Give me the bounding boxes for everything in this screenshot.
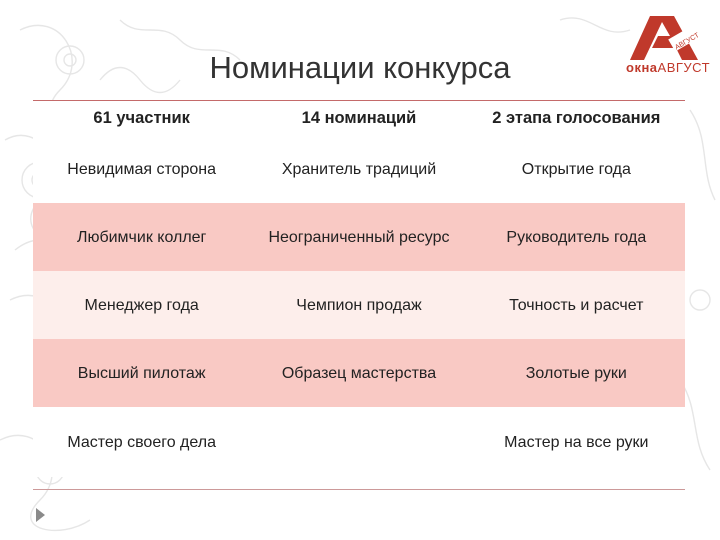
- logo-brand-part1: окна: [626, 60, 658, 75]
- table-cell: Мастер на все руки: [504, 433, 649, 451]
- table-header-row: [33, 101, 685, 135]
- header-voting-stages: 2 этапа голосования: [492, 108, 661, 127]
- table-cell: Чемпион продаж: [296, 296, 422, 314]
- header-participants: 61 участник: [93, 108, 190, 127]
- logo-badge-text: АВГУСТ: [673, 32, 701, 52]
- logo-wordmark: [626, 60, 710, 75]
- table-cell: Менеджер года: [84, 296, 199, 314]
- table-cell: Открытие года: [521, 160, 631, 178]
- table-row: [33, 339, 685, 407]
- logo-brand-part2: АВГУСТ: [657, 60, 711, 75]
- table-cell: Золотые руки: [525, 364, 627, 382]
- table-cell: Невидимая сторона: [67, 160, 217, 178]
- table-cell: Хранитель традиций: [281, 160, 437, 178]
- slide-arrow-icon: [36, 508, 45, 522]
- table-row: [33, 407, 685, 477]
- table-row: [33, 271, 685, 339]
- table-cell: Руководитель года: [506, 228, 647, 246]
- table-cell: Точность и расчет: [509, 296, 644, 314]
- table-row: [33, 203, 685, 271]
- header-nominations: 14 номинаций: [301, 108, 417, 127]
- table-cell: Мастер своего дела: [67, 433, 216, 451]
- table-cell: Неограниченный ресурс: [268, 228, 450, 246]
- table-cell: Образец мастерства: [281, 364, 437, 382]
- nominations-table: [33, 101, 685, 477]
- slide-title: Номинации конкурса: [209, 50, 511, 85]
- table-cell: Любимчик коллег: [76, 228, 207, 246]
- table-cell: Высший пилотаж: [77, 364, 206, 382]
- table-row: [33, 135, 685, 203]
- bottom-divider: [33, 489, 685, 490]
